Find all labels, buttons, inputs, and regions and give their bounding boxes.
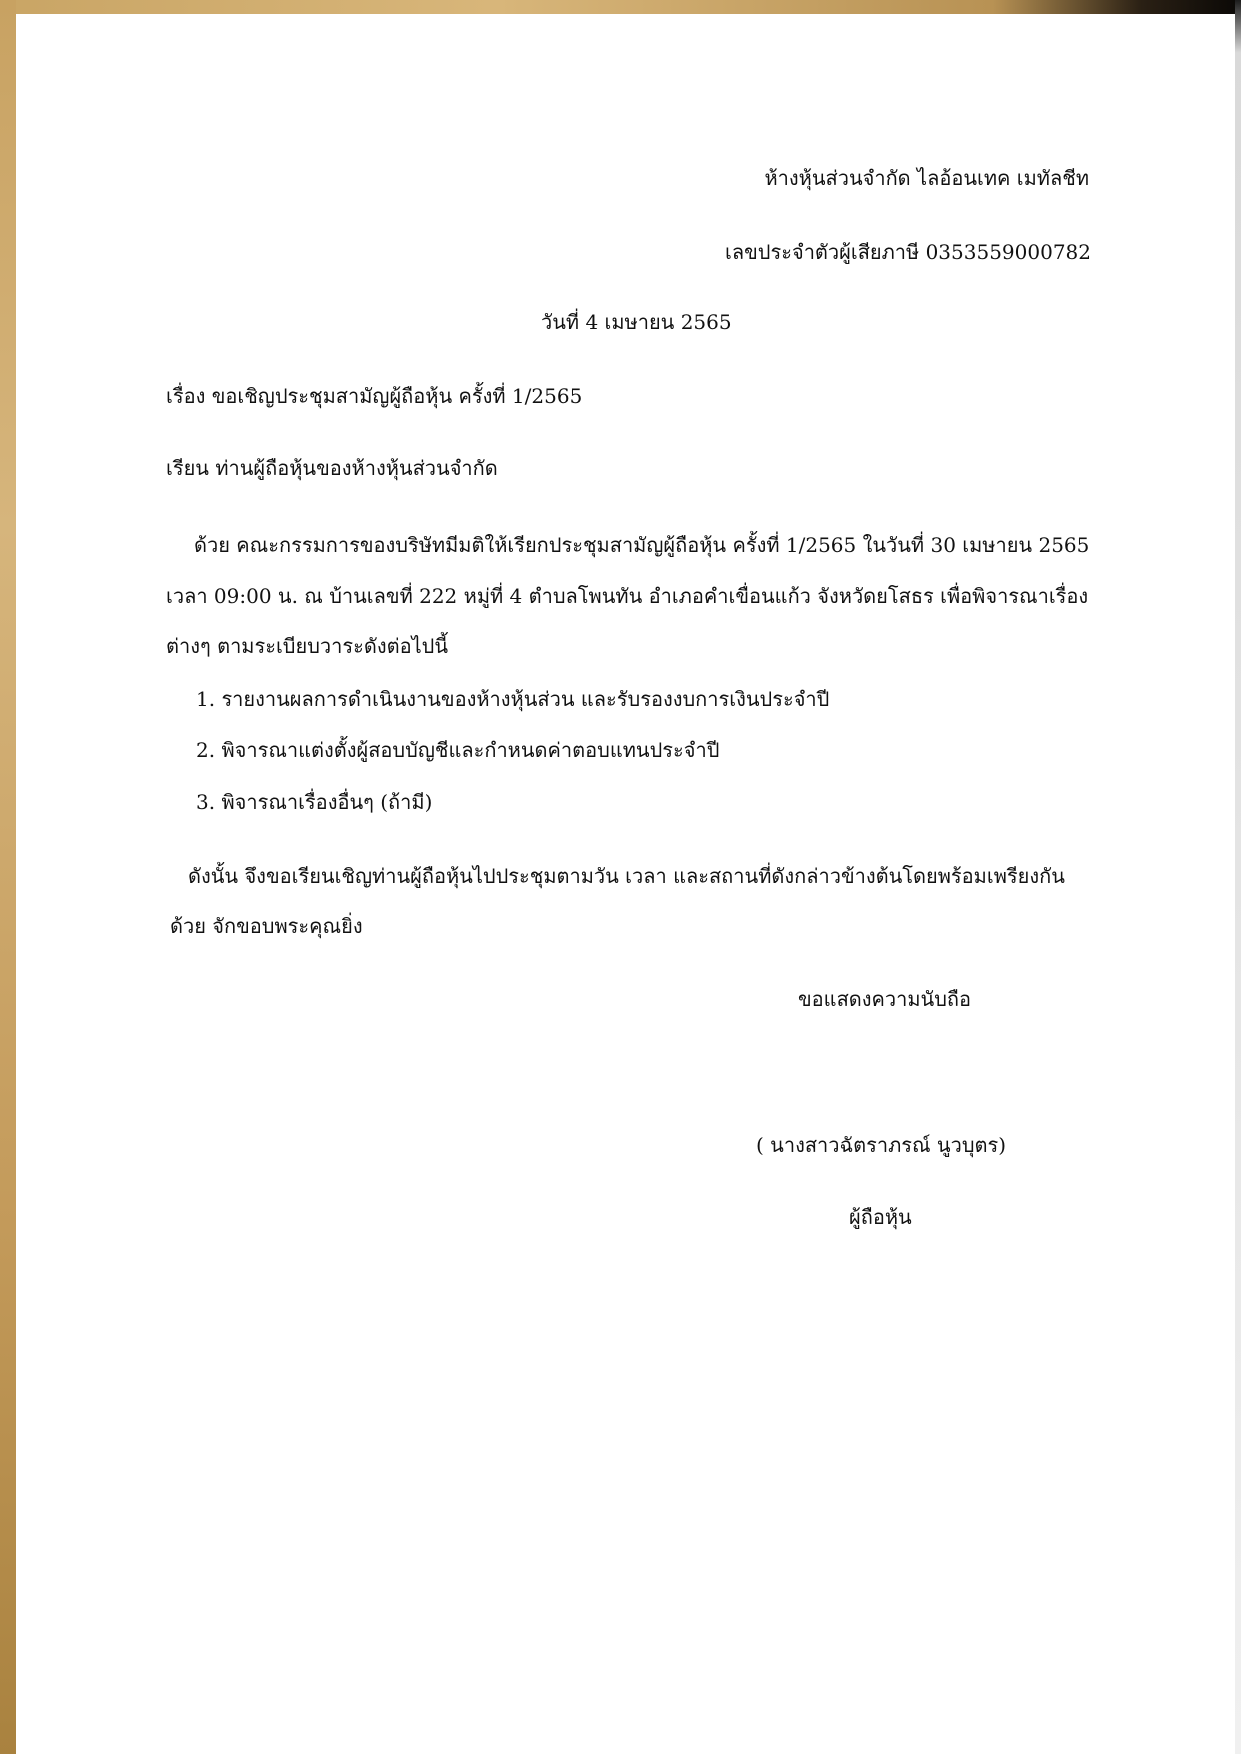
agenda-item-3: 3. พิจารณาเรื่องอื่นๆ (ถ้ามี) xyxy=(196,790,433,814)
closing-regards: ขอแสดงความนับถือ xyxy=(798,987,972,1011)
subject: เรื่อง ขอเชิญประชุมสามัญผู้ถือหุ้น ครั้งที่ 1/2565 xyxy=(166,384,583,408)
signer-name: ( นางสาวฉัตราภรณ์ นูวบุตร) xyxy=(756,1133,1007,1157)
body-paragraph-1-line-1: ด้วย คณะกรรมการของบริษัทมีมติให้เรียกประชุมสามัญผู้ถือหุ้น ครั้งที่ 1/2565 ในวันที่ 30 เมษายน 2565 xyxy=(194,533,1090,557)
agenda-item-1: 1. รายงานผลการดำเนินงานของห้างหุ้นส่วน และรับรองงบการเงินประจำปี xyxy=(196,687,830,711)
salutation: เรียน ท่านผู้ถือหุ้นของห้างหุ้นส่วนจำกัด xyxy=(166,456,498,480)
letter-date: วันที่ 4 เมษายน 2565 xyxy=(541,310,732,334)
page-edge-top xyxy=(0,0,1241,14)
company-name: ห้างหุ้นส่วนจำกัด ไลอ้อนเทค เมทัลชีท xyxy=(764,166,1089,190)
body-paragraph-2-line-1: ดังนั้น จึงขอเรียนเชิญท่านผู้ถือหุ้นไปประชุมตามวัน เวลา และสถานที่ดังกล่าวข้างต้นโดยพร้อมเพรียงกัน xyxy=(188,864,1065,888)
tax-id: เลขประจำตัวผู้เสียภาษี 0353559000782 xyxy=(725,240,1091,264)
signer-title: ผู้ถือหุ้น xyxy=(849,1205,912,1229)
body-paragraph-2-line-2: ด้วย จักขอบพระคุณยิ่ง xyxy=(170,914,363,938)
agenda-item-2: 2. พิจารณาแต่งตั้งผู้สอบบัญชีและกำหนดค่าตอบแทนประจำปี xyxy=(196,738,720,762)
page-edge-right xyxy=(1235,0,1241,1754)
page-edge-left xyxy=(0,0,16,1754)
body-paragraph-1-line-3: ต่างๆ ตามระเบียบวาระดังต่อไปนี้ xyxy=(166,634,449,658)
signature-space xyxy=(760,1030,1020,1120)
body-paragraph-1-line-2: เวลา 09:00 น. ณ บ้านเลขที่ 222 หมู่ที่ 4 ตำบลโพนทัน อำเภอคำเขื่อนแก้ว จังหวัดยโสธร เพื่อพิจารณาเรื่อง xyxy=(166,584,1089,608)
